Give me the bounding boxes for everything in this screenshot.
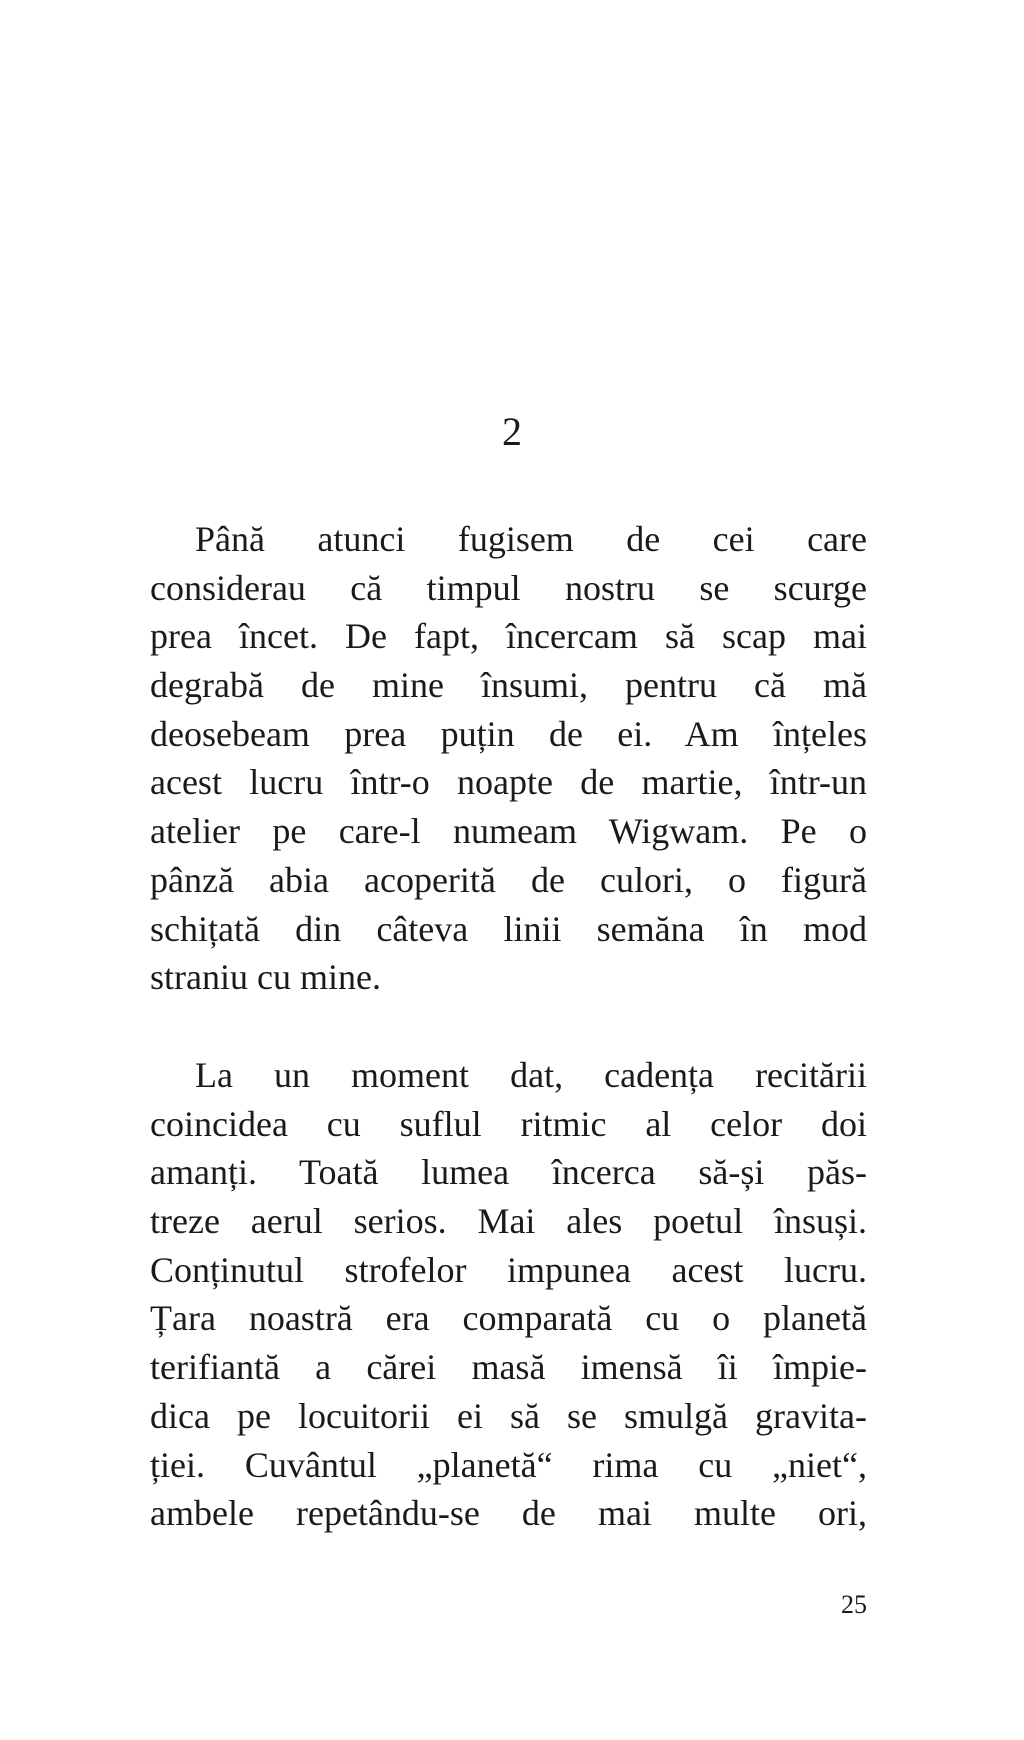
page-number: 25 — [841, 1590, 867, 1619]
text-line: terifiantă a cărei masă imensă îi împie- — [150, 1347, 867, 1388]
text-line: Conținutul strofelor impunea acest lucru. — [150, 1249, 867, 1290]
paragraph-1 — [150, 515, 867, 1002]
text-line: treze aerul serios. Mai ales poetul însuși. — [150, 1201, 867, 1242]
text-line: straniu cu mine. — [150, 957, 381, 998]
text-line: degrabă de mine însumi, pentru că mă — [150, 665, 867, 706]
paragraph-2 — [150, 1051, 867, 1538]
text-line: La un moment dat, cadența recitării — [195, 1055, 867, 1095]
text-line: dica pe locuitorii ei să se smulgă gravita- — [150, 1395, 867, 1436]
text-line: ției. Cuvântul „planetă“ rima cu „niet“, — [150, 1444, 867, 1485]
text-line: schițată din câteva linii semăna în mod — [150, 908, 867, 949]
text-line: coincidea cu suflul ritmic al celor doi — [150, 1103, 867, 1144]
text-line: Țara noastră era comparată cu o planetă — [150, 1298, 867, 1339]
text-line: ambele repetându-se de mai multe ori, — [150, 1493, 867, 1534]
text-line: considerau că timpul nostru se scurge — [150, 567, 867, 608]
text-line: Până atunci fugisem de cei care — [195, 519, 867, 559]
text-line: pânză abia acoperită de culori, o figură — [150, 859, 867, 900]
text-line: acest lucru într-o noapte de martie, într-un — [150, 762, 867, 803]
chapter-number: 2 — [502, 409, 522, 454]
text-line: prea încet. De fapt, încercam să scap mai — [150, 616, 867, 657]
text-line: atelier pe care-l numeam Wigwam. Pe o — [150, 811, 867, 852]
text-line: amanți. Toată lumea încerca să-și păs- — [150, 1152, 867, 1193]
text-line: deosebeam prea puțin de ei. Am înțeles — [150, 713, 867, 754]
